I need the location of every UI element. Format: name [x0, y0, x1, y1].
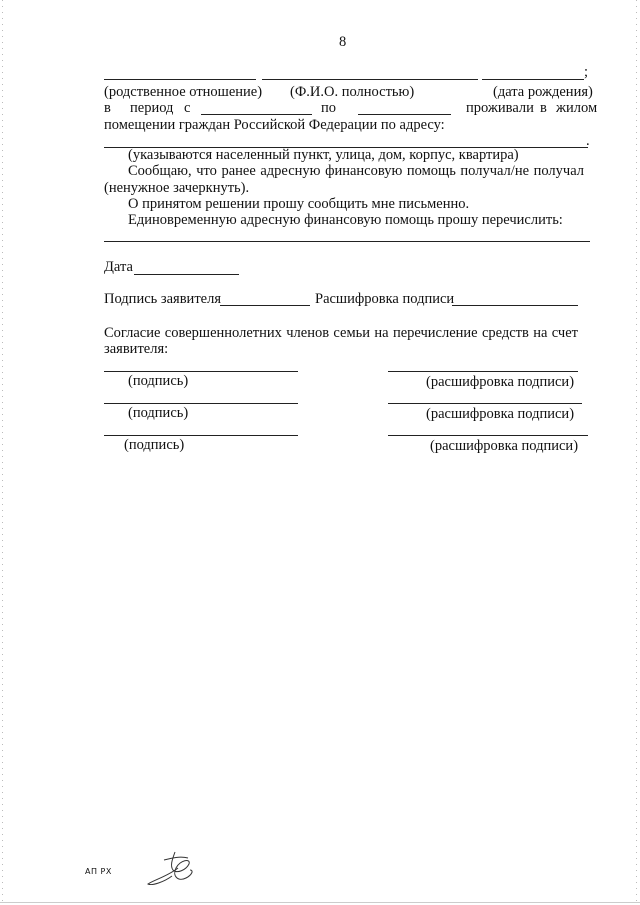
family-decode-line	[388, 435, 588, 436]
full-name-caption: (Ф.И.О. полностью)	[290, 84, 415, 100]
family-signature-line	[104, 403, 298, 404]
date-label: Дата	[104, 259, 133, 275]
period-word-period: период	[130, 100, 174, 116]
period-word-po: по	[321, 100, 337, 116]
line-end-semicolon: ;	[584, 64, 589, 80]
family-consent-text-end: заявителя:	[104, 341, 169, 357]
signature-decode-label: Расшифровка подписи	[315, 291, 455, 307]
family-decode-caption: (расшифровка подписи)	[430, 438, 579, 454]
family-decode-line	[388, 371, 578, 372]
period-word-lived: проживали	[466, 100, 534, 116]
decision-notice-text: О принятом решении прошу сообщить мне письменно.	[128, 196, 470, 212]
transfer-request-text: Единовременную адресную финансовую помощь прошу перечислить:	[128, 212, 563, 228]
period-word-v: в	[104, 100, 111, 116]
prior-aid-notice-text: Сообщаю, что ранее адресную финансовую помощь получал/не получал	[128, 163, 584, 179]
address-intro-text: помещении граждан Российской Федерации по адресу:	[104, 117, 445, 133]
footer-stamp-text: АП РХ	[85, 867, 112, 876]
address-line-dot: .	[586, 133, 590, 149]
family-decode-caption: (расшифровка подписи)	[426, 374, 575, 390]
strike-out-note: (ненужное зачеркнуть).	[104, 180, 250, 196]
family-signature-caption: (подпись)	[128, 405, 189, 421]
family-signature-line	[104, 371, 298, 372]
address-caption: (указываются населенный пункт, улица, дом, корпус, квартира)	[128, 147, 519, 163]
period-end-field	[358, 114, 451, 115]
signature-decode-field	[452, 305, 578, 306]
birth-date-caption: (дата рождения)	[493, 84, 593, 100]
relation-caption: (родственное отношение)	[104, 84, 263, 100]
applicant-signature-field	[220, 305, 310, 306]
family-signature-caption: (подпись)	[124, 437, 185, 453]
family-signature-caption: (подпись)	[128, 373, 189, 389]
family-decode-line	[388, 403, 582, 404]
handwritten-initials-icon	[142, 846, 204, 892]
bank-details-field-line	[104, 241, 590, 242]
relation-field-line	[104, 79, 256, 80]
family-signature-line	[104, 435, 298, 436]
birth-date-field-line	[482, 79, 584, 80]
family-decode-caption: (расшифровка подписи)	[426, 406, 575, 422]
period-word-s: с	[184, 100, 191, 116]
period-start-field	[201, 114, 312, 115]
full-name-field-line	[262, 79, 478, 80]
period-word-residential: жилом	[556, 100, 598, 116]
period-word-in: в	[540, 100, 547, 116]
family-consent-text: Согласие совершеннолетних членов семьи на перечисление средств на счет	[104, 325, 578, 341]
page-bottom-rule	[0, 902, 640, 903]
applicant-signature-label: Подпись заявителя	[104, 291, 221, 307]
scan-edge-right	[636, 0, 637, 905]
scan-edge-left	[2, 0, 3, 905]
page-number: 8	[339, 34, 347, 50]
date-field-line	[134, 274, 239, 275]
